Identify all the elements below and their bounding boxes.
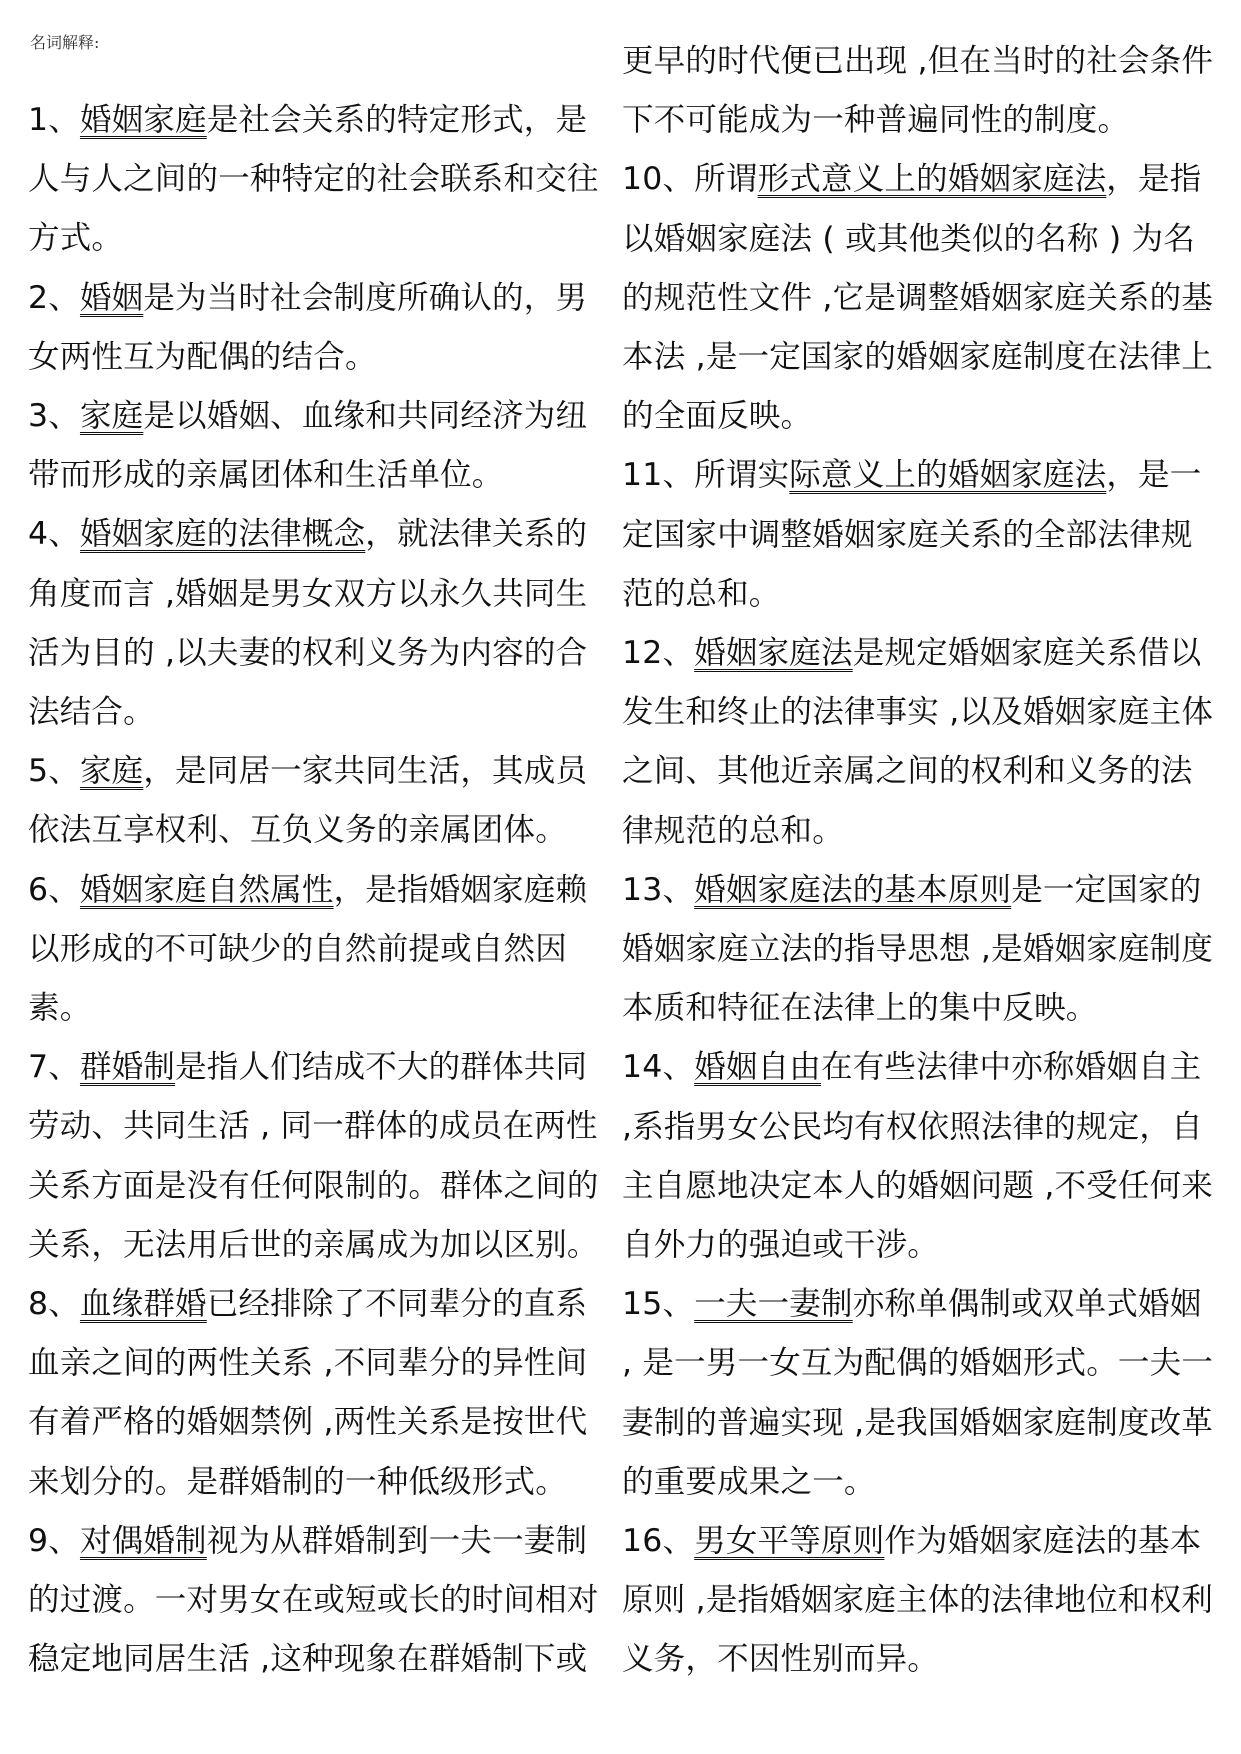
definition-entry-9-continued: 更早的时代便已出现 ,但在当时的社会条件下不可能成为一种普遍同性的制度。: [622, 43, 1214, 139]
entry-text: 在有些法律中亦称婚姻自主 ,系指男女公民均有权依照法律的规定，自主自愿地决定本人的婚姻问题 ,不受任何来自外力的强迫或干涉。: [622, 1049, 1214, 1264]
entry-text: ，是一定国家中调整婚姻家庭关系的全部法律规范的总和。: [622, 457, 1202, 612]
defined-term: 婚姻: [79, 279, 144, 316]
entry-number: 11、所谓实: [622, 457, 790, 494]
definition-entry-15: [622, 1275, 1214, 1512]
entry-number: 4、: [28, 516, 80, 553]
right-column: [622, 32, 1214, 1690]
defined-term: 际意义上的婚姻家庭法: [789, 457, 1107, 494]
defined-term: 婚姻家庭法的基本原则: [694, 871, 1012, 908]
entry-number: 14、: [622, 1049, 695, 1086]
entry-number: 2、: [28, 279, 80, 316]
definition-entry-14: [622, 1038, 1214, 1275]
defined-term: 形式意义上的婚姻家庭法: [757, 161, 1107, 198]
definition-entry-1: [28, 91, 618, 269]
definition-entry-9: [28, 1512, 618, 1690]
defined-term: 婚姻家庭自然属性: [79, 871, 334, 908]
entry-text: ，是同居一家共同生活，其成员依法互享权利、互负义务的亲属团体。: [28, 753, 588, 849]
definition-entry-6: [28, 861, 618, 1039]
defined-term: 婚姻家庭: [79, 102, 207, 138]
entry-text: ，是指以婚姻家庭法 ( 或其他类似的名称 ) 为名的规范性文件 ,它是调整婚姻家庭关系的基本法 ,是一定国家的婚姻家庭制度在法律上的全面反映。: [622, 161, 1214, 435]
entry-text: 是以婚姻、血缘和共同经济为纽带而形成的亲属团体和生活单位。: [28, 398, 588, 494]
defined-term: 婚姻自由: [694, 1049, 821, 1086]
defined-term: 男女平等原则: [694, 1523, 885, 1560]
entry-number: 6、: [28, 871, 80, 908]
entry-text: 是指人们结成不大的群体共同劳动、共同生活 , 同一群体的成员在两性关系方面是没有任何限制的。群体之间的关系，无法用后世的亲属成为加以区别。: [28, 1049, 599, 1263]
entry-number: 9、: [28, 1522, 80, 1559]
definition-entry-5: [28, 742, 618, 860]
entry-number: 10、所谓: [622, 161, 758, 198]
defined-term: 婚姻家庭的法律概念: [79, 516, 366, 553]
entry-text: ，是指婚姻家庭赖以形成的不可缺少的自然前提或自然因素。: [28, 871, 588, 1027]
defined-term: 家庭: [79, 753, 144, 790]
entry-text: ，就法律关系的角度而言 ,婚姻是男女双方以永久共同生活为目的 ,以夫妻的权利义务为内容的合法结合。: [28, 516, 588, 731]
defined-term: 家庭: [79, 398, 144, 435]
left-column: [28, 91, 618, 1689]
defined-term: 一夫一妻制: [694, 1286, 853, 1323]
definition-entry-11: [622, 446, 1214, 624]
entry-text: 是规定婚姻家庭关系借以发生和终止的法律事实 ,以及婚姻家庭主体之间、其他近亲属之间的权利和义务的法律规范的总和。: [622, 635, 1214, 849]
section-header: 名词解释:: [30, 33, 100, 52]
entry-text: 作为婚姻家庭法的基本原则 ,是指婚姻家庭主体的法律地位和权利义务，不因性别而异。: [622, 1523, 1214, 1678]
definition-entry-4: [28, 505, 618, 742]
entry-number: 1、: [28, 102, 80, 138]
entry-number: 5、: [28, 753, 80, 790]
entry-number: 16、: [622, 1523, 695, 1560]
defined-term: 群婚制: [79, 1049, 176, 1086]
entry-text: 已经排除了不同辈分的直系血亲之间的两性关系 ,不同辈分的异性间有着严格的婚姻禁例 ,两性关系是按世代来划分的。是群婚制的一种低级形式。: [28, 1286, 588, 1500]
entry-text: 是一定国家的婚姻家庭立法的指导思想 ,是婚姻家庭制度本质和特征在法律上的集中反映。: [622, 871, 1214, 1027]
defined-term: 血缘群婚: [79, 1286, 207, 1323]
defined-term: 对偶婚制: [79, 1522, 207, 1559]
entry-number: 8、: [28, 1286, 80, 1323]
definition-entry-13: [622, 861, 1214, 1039]
entry-number: 12、: [622, 635, 695, 672]
definition-entry-10: [622, 150, 1214, 446]
entry-text: 视为从群婚制到一夫一妻制的过渡。一对男女在或短或长的时间相对稳定地同居生活 ,这种现象在群婚制下或: [28, 1522, 599, 1678]
entry-text: 亦称单偶制或双单式婚姻 , 是一男一女互为配偶的婚姻形式。一夫一妻制的普遍实现 ,是我国婚姻家庭制度改革的重要成果之一。: [622, 1286, 1214, 1500]
entry-number: 3、: [28, 398, 80, 435]
definition-entry-2: [28, 269, 618, 387]
definition-entry-7: [28, 1038, 618, 1275]
definition-entry-8: [28, 1275, 618, 1512]
entry-text: 是为当时社会制度所确认的，男女两性互为配偶的结合。: [28, 279, 588, 375]
definition-entry-3: [28, 387, 618, 505]
definition-entry-16: [622, 1512, 1214, 1690]
entry-number: 7、: [28, 1049, 80, 1086]
entry-number: 15、: [622, 1286, 695, 1323]
defined-term: 婚姻家庭法: [694, 635, 853, 672]
entry-number: 13、: [622, 871, 695, 908]
entry-text: 是社会关系的特定形式，是人与人之间的一种特定的社会联系和交往方式。: [28, 102, 599, 257]
definition-entry-12: [622, 624, 1214, 861]
